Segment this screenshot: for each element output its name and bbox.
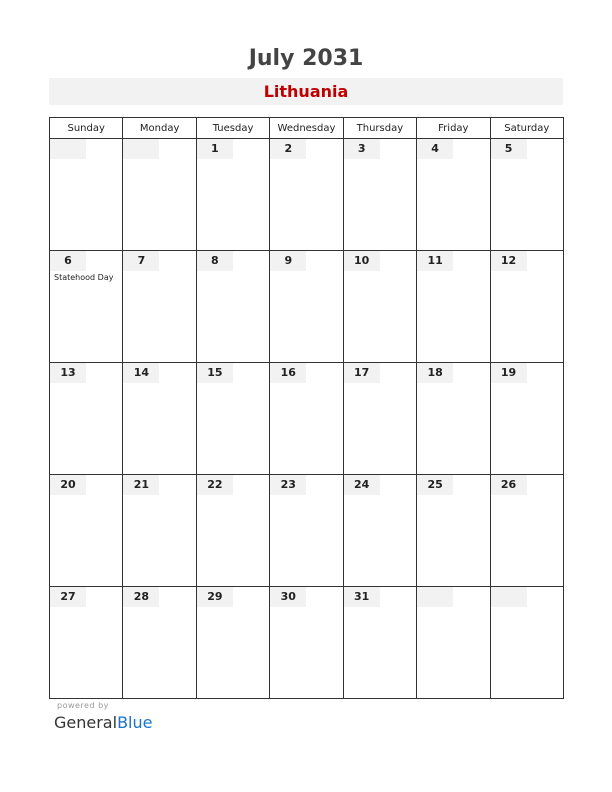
day-number: 31 [344, 587, 380, 607]
day-cell [343, 475, 416, 587]
day-number [50, 139, 86, 159]
day-number [123, 139, 159, 159]
day-cell [343, 363, 416, 475]
holiday-label: Statehood Day [54, 273, 114, 282]
day-cell [417, 475, 490, 587]
day-number: 4 [417, 139, 453, 159]
weekday-saturday: Saturday [490, 118, 563, 139]
day-number: 16 [270, 363, 306, 383]
day-number: 10 [344, 251, 380, 271]
weekday-header-row [50, 118, 564, 139]
day-cell [196, 251, 269, 363]
day-cell [490, 251, 563, 363]
day-number: 18 [417, 363, 453, 383]
day-number [417, 587, 453, 607]
day-cell [196, 587, 269, 699]
day-cell [417, 251, 490, 363]
day-cell [196, 475, 269, 587]
calendar-grid [49, 117, 564, 699]
day-cell [490, 475, 563, 587]
day-number: 26 [491, 475, 527, 495]
day-number: 27 [50, 587, 86, 607]
day-cell [123, 363, 196, 475]
day-cell [490, 587, 563, 699]
weekday-wednesday: Wednesday [270, 118, 343, 139]
brand-blue: Blue [117, 713, 153, 732]
day-number: 5 [491, 139, 527, 159]
day-cell [490, 363, 563, 475]
weekday-sunday: Sunday [50, 118, 123, 139]
day-number: 25 [417, 475, 453, 495]
day-number: 15 [197, 363, 233, 383]
day-number: 21 [123, 475, 159, 495]
powered-by-label: powered by [57, 701, 109, 710]
day-cell [123, 587, 196, 699]
day-number: 30 [270, 587, 306, 607]
weekday-friday: Friday [417, 118, 490, 139]
day-number: 6 [50, 251, 86, 271]
day-number: 11 [417, 251, 453, 271]
brand-general: General [54, 713, 118, 732]
day-cell [270, 251, 343, 363]
day-cell [270, 587, 343, 699]
day-number: 2 [270, 139, 306, 159]
day-cell [50, 251, 123, 363]
day-number: 22 [197, 475, 233, 495]
calendar-title: July 2031 [248, 46, 364, 71]
week-row [50, 475, 564, 587]
day-number: 17 [344, 363, 380, 383]
day-cell [196, 363, 269, 475]
day-number [491, 587, 527, 607]
country-name: Lithuania [49, 78, 563, 105]
day-cell [417, 139, 490, 251]
day-cell [123, 139, 196, 251]
day-cell [123, 475, 196, 587]
day-number: 8 [197, 251, 233, 271]
day-cell [343, 587, 416, 699]
day-cell [343, 251, 416, 363]
day-number: 3 [344, 139, 380, 159]
weekday-monday: Monday [123, 118, 196, 139]
day-number: 1 [197, 139, 233, 159]
day-cell [50, 475, 123, 587]
day-number: 24 [344, 475, 380, 495]
day-number: 12 [491, 251, 527, 271]
week-row [50, 251, 564, 363]
week-row [50, 587, 564, 699]
day-number: 19 [491, 363, 527, 383]
day-cell [50, 587, 123, 699]
day-cell [270, 139, 343, 251]
day-cell [270, 363, 343, 475]
brand-logo[interactable] [54, 713, 152, 732]
day-number: 14 [123, 363, 159, 383]
day-number: 28 [123, 587, 159, 607]
week-row [50, 363, 564, 475]
day-number: 20 [50, 475, 86, 495]
day-number: 13 [50, 363, 86, 383]
day-number: 23 [270, 475, 306, 495]
day-number: 29 [197, 587, 233, 607]
day-cell [196, 139, 269, 251]
week-row [50, 139, 564, 251]
day-cell [50, 363, 123, 475]
day-cell [417, 363, 490, 475]
day-cell [270, 475, 343, 587]
day-cell [50, 139, 123, 251]
day-cell [417, 587, 490, 699]
day-number: 7 [123, 251, 159, 271]
weekday-thursday: Thursday [343, 118, 416, 139]
day-cell [490, 139, 563, 251]
day-number: 9 [270, 251, 306, 271]
weekday-tuesday: Tuesday [196, 118, 269, 139]
day-cell [123, 251, 196, 363]
day-cell [343, 139, 416, 251]
